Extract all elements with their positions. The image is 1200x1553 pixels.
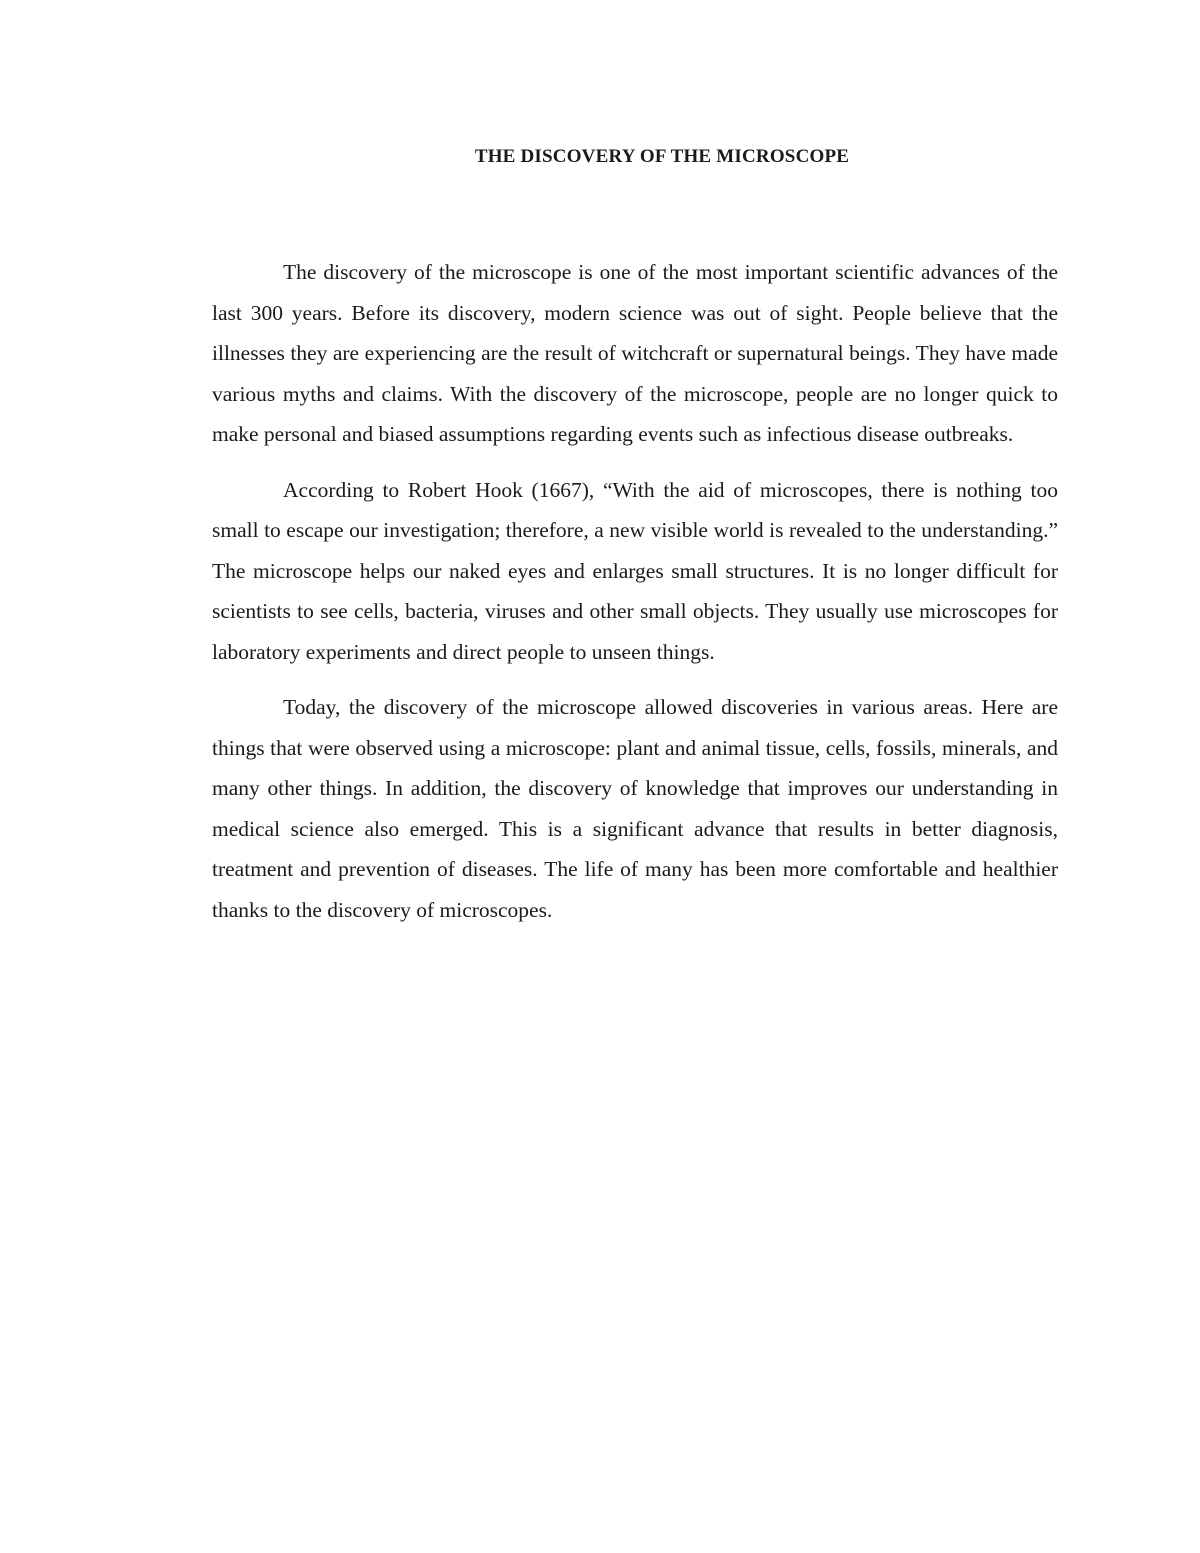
paragraph-introduction: The discovery of the microscope is one of the most important scientific advances of the last 300 years. Before its discovery, modern science was out of sight. People believe that the illnesses they are experiencing are the result of witchcraft or supernatural beings. They have made various myths and claims. With the discovery of the microscope, people are no longer quick to make personal and biased assumptions regarding events such as infectious disease outbreaks.: [212, 260, 1058, 446]
document-body: [212, 252, 1058, 945]
paragraph-robert-hook-quote: According to Robert Hook (1667), “With the aid of microscopes, there is nothing too small to escape our investigation; therefore, a new visible world is revealed to the understanding.” The microscope helps our naked eyes and enlarges small structures. It is no longer difficult for scientists to see cells, bacteria, viruses and other small objects. They usually use microscopes for laboratory experiments and direct people to unseen things.: [212, 477, 1058, 664]
paragraph-today: Today, the discovery of the microscope allowed discoveries in various areas. Here are things that were observed using a microscope: plant and animal tissue, cells, fossils, minerals, and many other things. In addition, the discovery of knowledge that improves our understanding in medical science also emerged. This is a significant advance that results in better diagnosis, treatment and prevention of diseases. The life of many has been more comfortable and healthier thanks to the discovery of microscopes.: [212, 695, 1058, 922]
document-title: THE DISCOVERY OF THE MICROSCOPE: [474, 146, 850, 167]
